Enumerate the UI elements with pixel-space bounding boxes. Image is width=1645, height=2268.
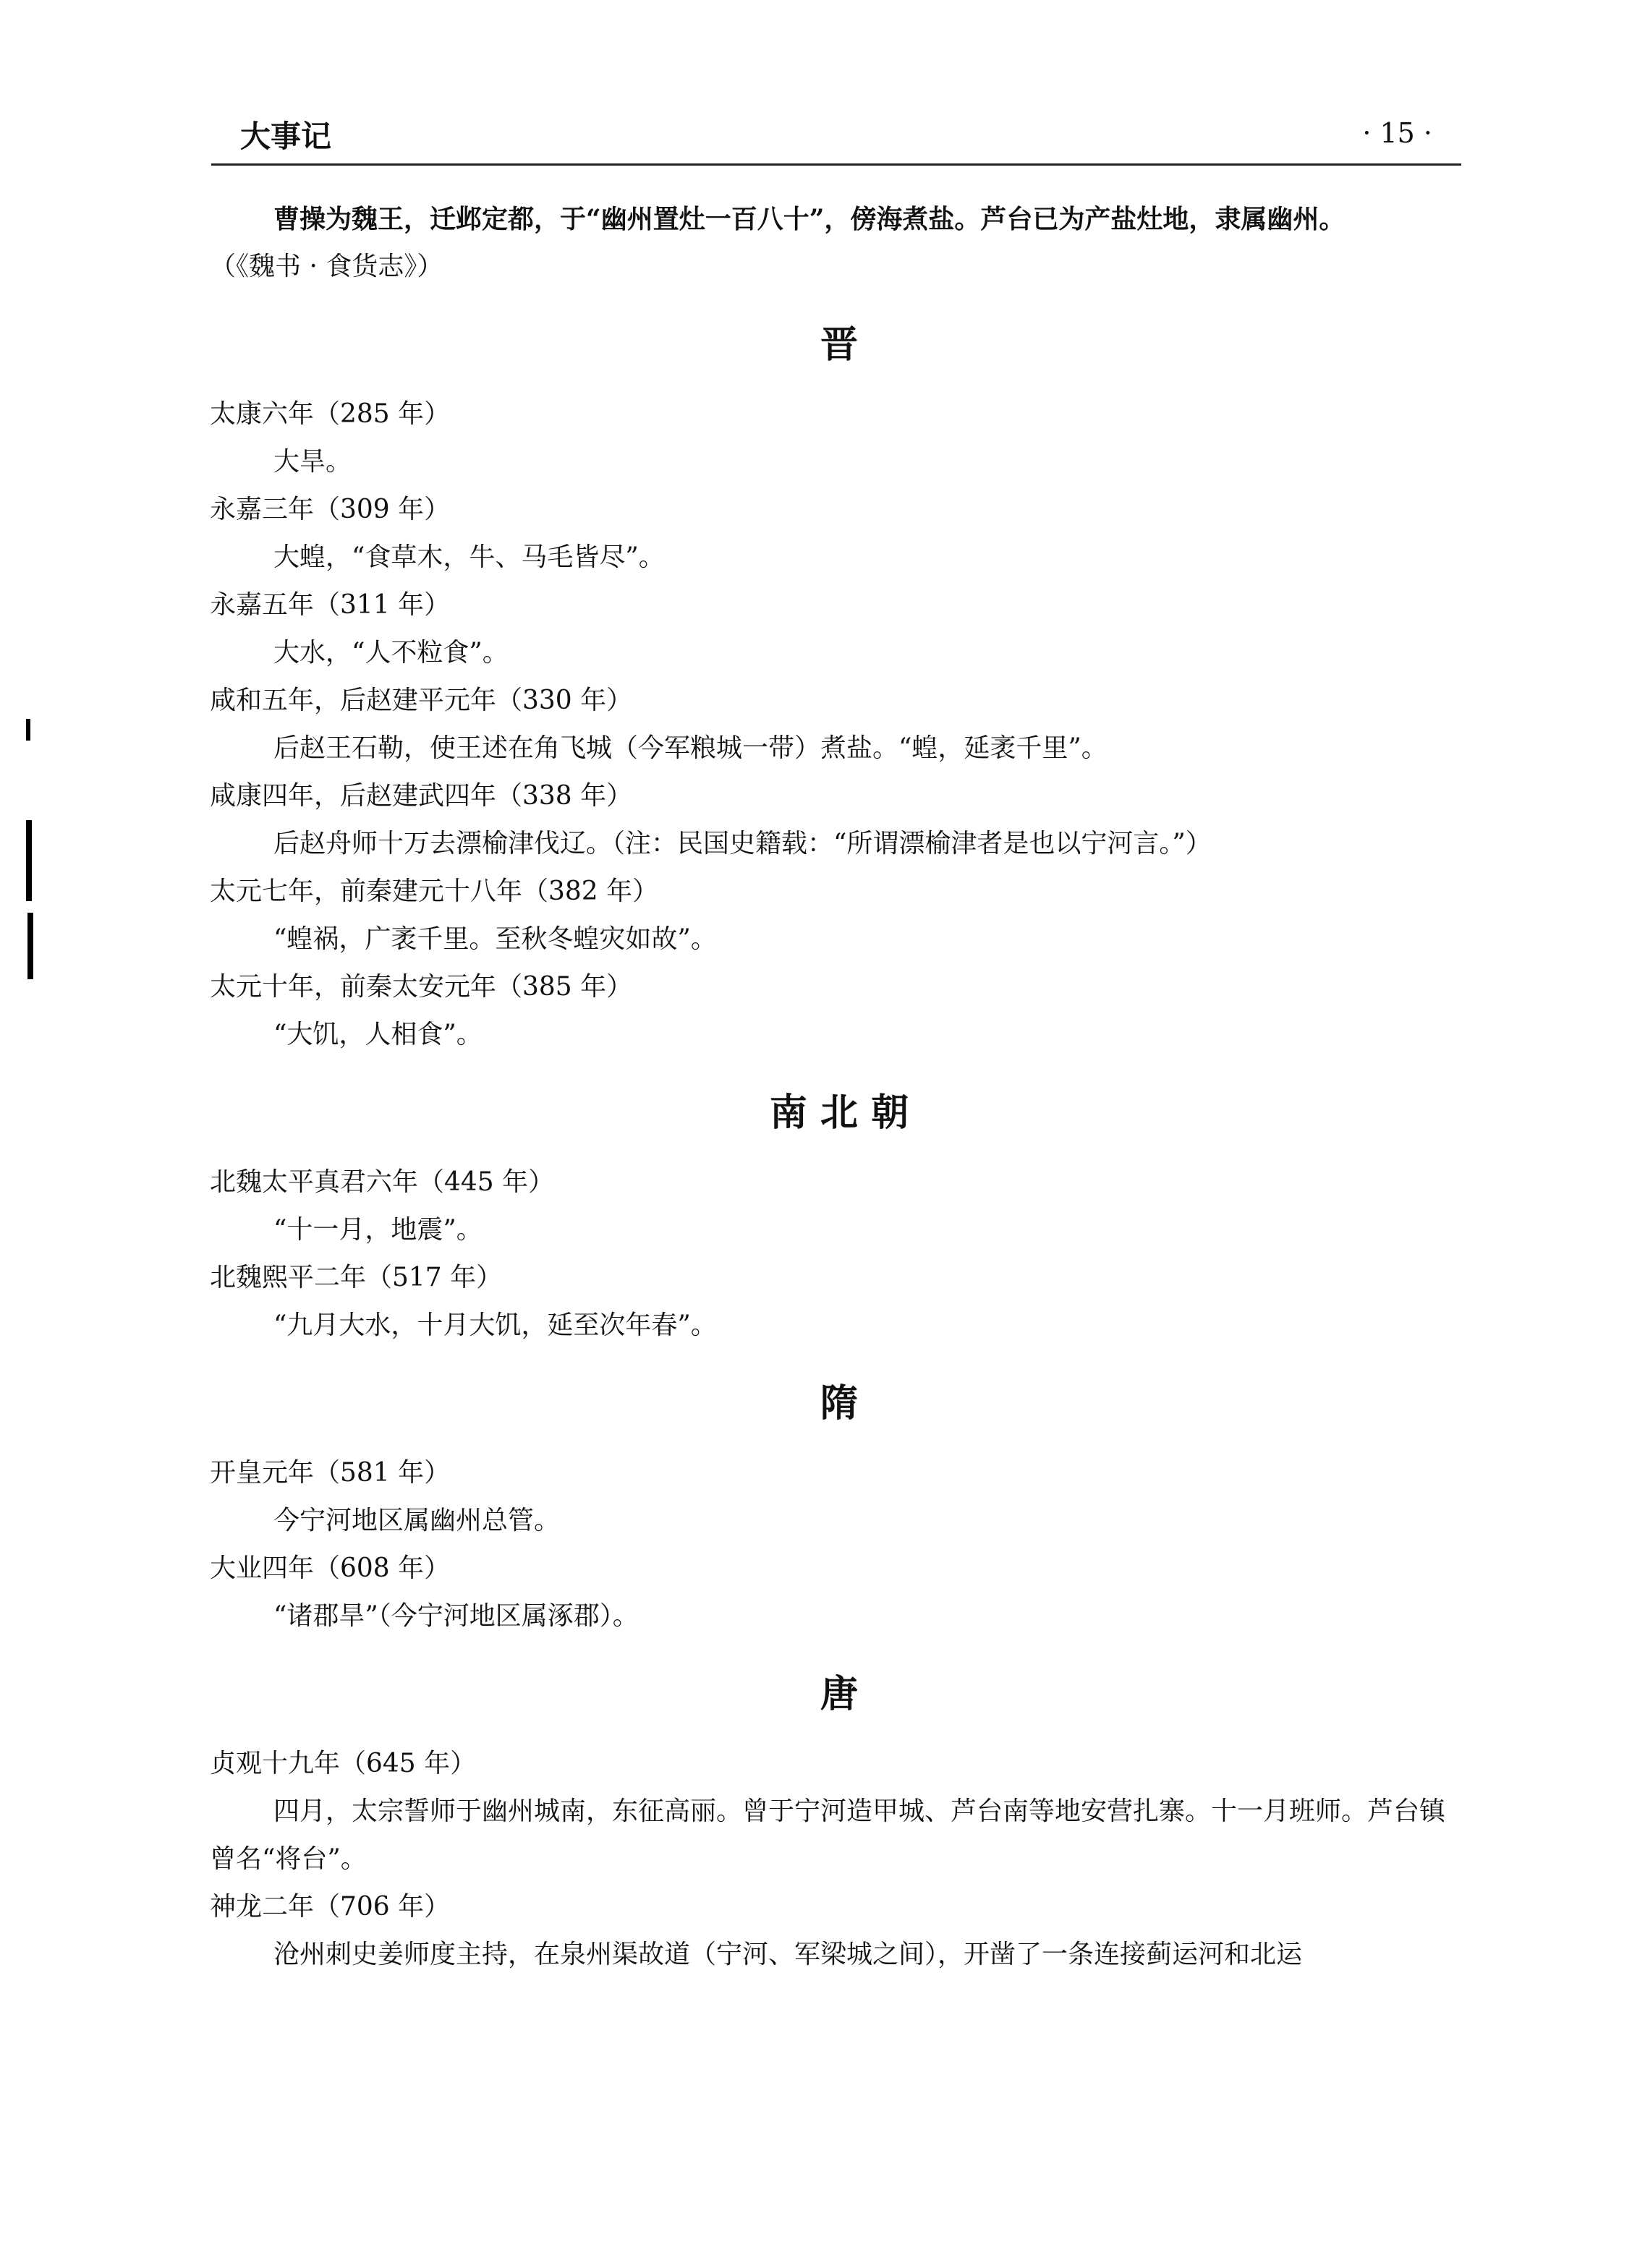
entry-text: 大水，“人不粒食”。 bbox=[273, 638, 509, 668]
entry-text: “诸郡旱”（今宁河地区属涿郡）。 bbox=[273, 1601, 639, 1631]
entry-date: 北魏熙平二年（517 年） bbox=[210, 1263, 503, 1292]
entry-date: 北魏太平真君六年（445 年） bbox=[210, 1167, 555, 1197]
page-header bbox=[211, 113, 1461, 163]
entry-text: 后赵舟师十万去漂榆津伐辽。（注：民国史籍载：“所谓漂榆津者是也以宁河言。”） bbox=[273, 829, 1212, 858]
dynasty-heading: 南 北 朝 bbox=[769, 1091, 909, 1135]
dynasty-heading: 隋 bbox=[820, 1382, 858, 1425]
intro-source: （《魏书 · 食货志》） bbox=[210, 252, 443, 281]
intro-line: 曹操为魏王，迁邺定都，于“幽州置灶一百八十”，傍海煮盐。芦台已为产盐灶地，隶属幽州。 bbox=[273, 204, 1346, 234]
entry-date: 永嘉三年（309 年） bbox=[210, 495, 451, 524]
entry-text: 大旱。 bbox=[273, 447, 352, 477]
entry-text: “十一月，地震”。 bbox=[273, 1215, 483, 1245]
margin-mark bbox=[27, 913, 33, 979]
entry-date: 太元十年，前秦太安元年（385 年） bbox=[210, 972, 633, 1002]
entry-text: 大蝗，“食草木，牛、马毛皆尽”。 bbox=[273, 542, 665, 572]
entry-text: “九月大水，十月大饥，延至次年春”。 bbox=[273, 1310, 717, 1340]
entry-date: 太康六年（285 年） bbox=[210, 399, 451, 429]
dynasty-heading: 唐 bbox=[820, 1673, 858, 1716]
entry-text: “大饥，人相食”。 bbox=[273, 1020, 483, 1049]
entry-date: 咸康四年，后赵建武四年（338 年） bbox=[210, 781, 633, 811]
entry-text: “蝗祸，广袤千里。至秋冬蝗灾如故”。 bbox=[273, 924, 717, 954]
entry-date: 咸和五年，后赵建平元年（330 年） bbox=[210, 686, 633, 715]
page-number: · 15 · bbox=[1362, 117, 1432, 149]
margin-mark bbox=[26, 820, 32, 901]
header-rule bbox=[211, 163, 1461, 166]
entry-text: 沧州刺史姜师度主持，在泉州渠故道（宁河、军梁城之间），开凿了一条连接蓟运河和北运 bbox=[273, 1940, 1303, 1969]
entry-date: 大业四年（608 年） bbox=[210, 1553, 451, 1583]
running-title: 大事记 bbox=[240, 119, 332, 154]
entry-date: 开皇元年（581 年） bbox=[210, 1458, 451, 1488]
margin-mark bbox=[26, 719, 30, 741]
entry-text: 今宁河地区属幽州总管。 bbox=[273, 1506, 561, 1535]
entry-date: 神龙二年（706 年） bbox=[210, 1892, 451, 1922]
dynasty-heading: 晋 bbox=[820, 323, 858, 367]
page-content bbox=[210, 195, 1468, 1979]
entry-text: 后赵王石勒，使王述在角飞城（今军粮城一带）煮盐。“蝗，延袤千里”。 bbox=[273, 733, 1108, 763]
entry-date: 永嘉五年（311 年） bbox=[210, 590, 451, 620]
entry-date: 太元七年，前秦建元十八年（382 年） bbox=[210, 877, 659, 906]
entry-text: 四月，太宗誓师于幽州城南，东征高丽。曾于宁河造甲城、芦台南等地安营扎寨。十一月班师。芦台镇曾名“将台”。 bbox=[210, 1796, 1446, 1874]
entry-date: 贞观十九年（645 年） bbox=[210, 1749, 477, 1778]
